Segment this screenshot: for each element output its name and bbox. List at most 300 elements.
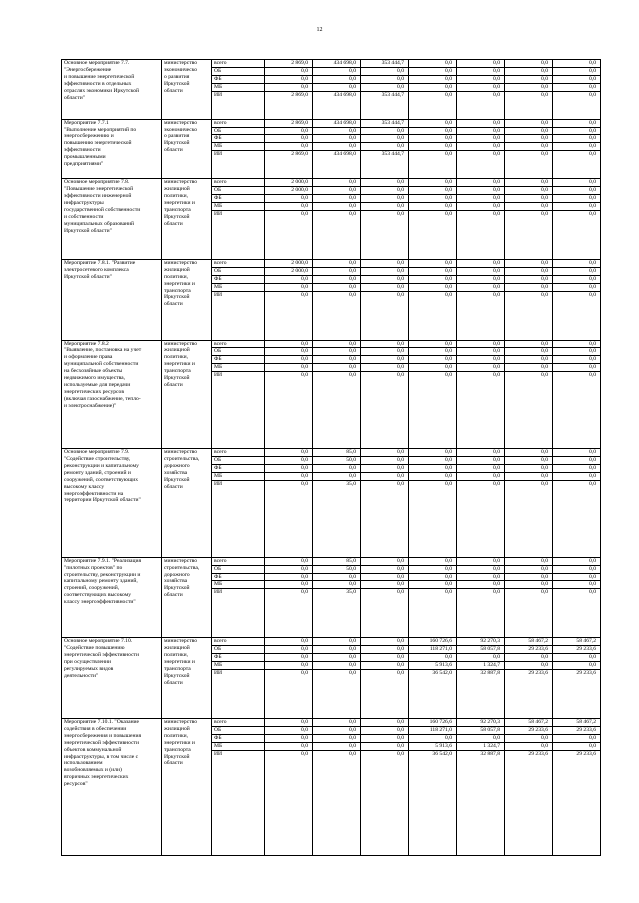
funding-value: 0,0 bbox=[409, 565, 457, 573]
funding-value: 0,0 bbox=[361, 726, 409, 734]
funding-value: 35,0 bbox=[313, 480, 361, 557]
funding-value: 118 271,0 bbox=[409, 726, 457, 734]
funding-value: 0,0 bbox=[505, 372, 553, 449]
funding-value: 0,0 bbox=[457, 275, 505, 283]
funding-value: 0,0 bbox=[265, 143, 313, 151]
funding-value: 0,0 bbox=[409, 119, 457, 127]
funding-value: 434 698,0 bbox=[313, 151, 361, 179]
funding-value: 0,0 bbox=[553, 202, 601, 210]
funding-value: 0,0 bbox=[457, 557, 505, 565]
funding-value: 0,0 bbox=[265, 210, 313, 259]
funding-value: 0,0 bbox=[457, 259, 505, 267]
funding-value: 0,0 bbox=[313, 67, 361, 75]
funding-value: 0,0 bbox=[313, 259, 361, 267]
funding-value: 2 869,0 bbox=[265, 151, 313, 179]
funding-value: 0,0 bbox=[361, 83, 409, 91]
budget-source: всего bbox=[212, 340, 265, 348]
funding-value: 0,0 bbox=[313, 638, 361, 646]
measure-description: Мероприятие 7.10.1. "Оказание содействия в обеспечении энергосбережения и повышения энергетической эффективности объектов коммунальной инфраструктуры, в том числе с использованием возобновляемых и (или) вторичных энергетических ресурсов" bbox=[62, 719, 162, 856]
funding-value: 0,0 bbox=[553, 464, 601, 472]
funding-value: 0,0 bbox=[409, 75, 457, 83]
measure-description: Основное мероприятие 7.7. "Энергосбережение и повышение энергетической эффективности в отдельных отраслях экономики Иркутской области" bbox=[62, 60, 162, 120]
funding-value: 0,0 bbox=[361, 638, 409, 646]
table-row bbox=[62, 179, 601, 187]
funding-value: 0,0 bbox=[553, 187, 601, 195]
budget-source: всего bbox=[212, 719, 265, 727]
funding-value: 0,0 bbox=[409, 573, 457, 581]
funding-value: 0,0 bbox=[457, 195, 505, 203]
funding-value: 0,0 bbox=[505, 457, 553, 465]
funding-value: 0,0 bbox=[313, 283, 361, 291]
funding-value: 0,0 bbox=[409, 67, 457, 75]
funding-value: 0,0 bbox=[265, 275, 313, 283]
funding-value: 0,0 bbox=[409, 348, 457, 356]
table-row bbox=[62, 259, 601, 267]
funding-value: 0,0 bbox=[361, 195, 409, 203]
budget-source: ОБ bbox=[212, 67, 265, 75]
funding-value: 0,0 bbox=[265, 291, 313, 340]
funding-value: 50,0 bbox=[313, 457, 361, 465]
funding-value: 0,0 bbox=[553, 127, 601, 135]
funding-value: 1 324,7 bbox=[457, 742, 505, 750]
funding-value: 0,0 bbox=[361, 662, 409, 670]
funding-value: 0,0 bbox=[457, 210, 505, 259]
funding-value: 0,0 bbox=[409, 589, 457, 638]
funding-value: 0,0 bbox=[313, 127, 361, 135]
funding-value: 5 913,6 bbox=[409, 742, 457, 750]
funding-value: 0,0 bbox=[313, 662, 361, 670]
funding-value: 0,0 bbox=[361, 127, 409, 135]
funding-value: 0,0 bbox=[409, 654, 457, 662]
funding-value: 0,0 bbox=[409, 291, 457, 340]
funding-value: 0,0 bbox=[361, 143, 409, 151]
funding-value: 32 887,8 bbox=[457, 750, 505, 855]
funding-value: 0,0 bbox=[313, 364, 361, 372]
funding-value: 0,0 bbox=[265, 283, 313, 291]
funding-value: 0,0 bbox=[409, 480, 457, 557]
funding-value: 58 057,8 bbox=[457, 646, 505, 654]
funding-value: 0,0 bbox=[553, 75, 601, 83]
funding-value: 0,0 bbox=[505, 275, 553, 283]
budget-source: ОБ bbox=[212, 187, 265, 195]
budget-source: МБ bbox=[212, 83, 265, 91]
funding-value: 0,0 bbox=[265, 457, 313, 465]
measure-description: Основное мероприятие 7.10. "Содействие повышению энергетической эффективности при осуществлении регулируемых видов деятельности" bbox=[62, 638, 162, 719]
funding-value: 0,0 bbox=[313, 472, 361, 480]
funding-value: 85,0 bbox=[313, 557, 361, 565]
funding-value: 0,0 bbox=[505, 179, 553, 187]
budget-source: МБ bbox=[212, 283, 265, 291]
funding-value: 0,0 bbox=[457, 75, 505, 83]
budget-source: МБ bbox=[212, 143, 265, 151]
funding-value: 0,0 bbox=[553, 83, 601, 91]
budget-source: ФБ bbox=[212, 75, 265, 83]
funding-value: 0,0 bbox=[553, 654, 601, 662]
funding-value: 0,0 bbox=[409, 734, 457, 742]
funding-value: 0,0 bbox=[553, 340, 601, 348]
funding-value: 0,0 bbox=[553, 589, 601, 638]
funding-value: 0,0 bbox=[457, 143, 505, 151]
funding-value: 0,0 bbox=[505, 83, 553, 91]
funding-value: 35,0 bbox=[313, 589, 361, 638]
funding-value: 0,0 bbox=[553, 91, 601, 119]
table-row bbox=[62, 557, 601, 565]
funding-value: 0,0 bbox=[505, 340, 553, 348]
funding-value: 353 444,7 bbox=[361, 119, 409, 127]
funding-value: 0,0 bbox=[505, 742, 553, 750]
funding-value: 0,0 bbox=[505, 348, 553, 356]
funding-value: 2 000,0 bbox=[265, 187, 313, 195]
funding-value: 0,0 bbox=[361, 646, 409, 654]
funding-value: 0,0 bbox=[505, 573, 553, 581]
funding-value: 353 444,7 bbox=[361, 91, 409, 119]
budget-source: всего bbox=[212, 119, 265, 127]
responsible-agency: министерство жилищной политики, энергетики и транспорта Иркутской области bbox=[162, 179, 212, 260]
funding-value: 0,0 bbox=[361, 750, 409, 855]
funding-value: 0,0 bbox=[553, 581, 601, 589]
funding-value: 0,0 bbox=[265, 670, 313, 719]
budget-source: ОБ bbox=[212, 127, 265, 135]
funding-value: 0,0 bbox=[361, 449, 409, 457]
funding-value: 0,0 bbox=[505, 589, 553, 638]
funding-value: 0,0 bbox=[361, 589, 409, 638]
funding-value: 0,0 bbox=[361, 356, 409, 364]
funding-value: 0,0 bbox=[457, 267, 505, 275]
budget-source: ИИ bbox=[212, 151, 265, 179]
funding-value: 0,0 bbox=[409, 472, 457, 480]
funding-value: 0,0 bbox=[265, 719, 313, 727]
funding-value: 0,0 bbox=[457, 480, 505, 557]
budget-source: ФБ bbox=[212, 275, 265, 283]
funding-value: 0,0 bbox=[505, 143, 553, 151]
funding-value: 0,0 bbox=[361, 291, 409, 340]
funding-value: 0,0 bbox=[457, 573, 505, 581]
funding-value: 0,0 bbox=[265, 348, 313, 356]
funding-value: 0,0 bbox=[313, 372, 361, 449]
funding-value: 0,0 bbox=[265, 340, 313, 348]
funding-value: 0,0 bbox=[505, 557, 553, 565]
funding-value: 0,0 bbox=[313, 340, 361, 348]
funding-value: 0,0 bbox=[457, 202, 505, 210]
funding-value: 0,0 bbox=[505, 581, 553, 589]
funding-value: 0,0 bbox=[409, 195, 457, 203]
table-row bbox=[62, 719, 601, 727]
funding-value: 0,0 bbox=[457, 127, 505, 135]
funding-value: 0,0 bbox=[361, 67, 409, 75]
table-row bbox=[62, 340, 601, 348]
table-row bbox=[62, 449, 601, 457]
funding-value: 0,0 bbox=[457, 589, 505, 638]
funding-value: 0,0 bbox=[265, 654, 313, 662]
funding-value: 0,0 bbox=[505, 291, 553, 340]
funding-value: 0,0 bbox=[361, 283, 409, 291]
funding-value: 29 233,6 bbox=[505, 726, 553, 734]
funding-value: 0,0 bbox=[361, 565, 409, 573]
funding-value: 0,0 bbox=[361, 581, 409, 589]
funding-value: 0,0 bbox=[553, 259, 601, 267]
funding-value: 0,0 bbox=[505, 202, 553, 210]
funding-value: 0,0 bbox=[313, 726, 361, 734]
budget-source: всего bbox=[212, 60, 265, 68]
funding-value: 0,0 bbox=[265, 638, 313, 646]
funding-value: 0,0 bbox=[361, 480, 409, 557]
funding-value: 0,0 bbox=[265, 67, 313, 75]
budget-source: ОБ bbox=[212, 646, 265, 654]
funding-value: 0,0 bbox=[505, 135, 553, 143]
budget-source: МБ bbox=[212, 581, 265, 589]
funding-value: 0,0 bbox=[361, 187, 409, 195]
funding-value: 0,0 bbox=[457, 348, 505, 356]
funding-value: 0,0 bbox=[457, 565, 505, 573]
funding-value: 5 913,6 bbox=[409, 662, 457, 670]
funding-value: 0,0 bbox=[505, 472, 553, 480]
budget-source: ОБ bbox=[212, 267, 265, 275]
funding-value: 0,0 bbox=[505, 267, 553, 275]
funding-value: 0,0 bbox=[553, 275, 601, 283]
budget-source: всего bbox=[212, 638, 265, 646]
funding-value: 0,0 bbox=[505, 364, 553, 372]
funding-value: 0,0 bbox=[457, 449, 505, 457]
funding-value: 0,0 bbox=[553, 195, 601, 203]
funding-value: 0,0 bbox=[505, 75, 553, 83]
funding-value: 0,0 bbox=[361, 210, 409, 259]
funding-value: 0,0 bbox=[553, 557, 601, 565]
funding-value: 0,0 bbox=[265, 557, 313, 565]
funding-value: 0,0 bbox=[313, 742, 361, 750]
budget-source: ФБ bbox=[212, 195, 265, 203]
funding-value: 2 000,0 bbox=[265, 259, 313, 267]
funding-value: 434 698,0 bbox=[313, 119, 361, 127]
budget-source: ФБ bbox=[212, 135, 265, 143]
funding-value: 58 467,2 bbox=[553, 719, 601, 727]
funding-value: 434 698,0 bbox=[313, 60, 361, 68]
funding-value: 29 233,6 bbox=[505, 646, 553, 654]
budget-source: ФБ bbox=[212, 654, 265, 662]
funding-value: 50,0 bbox=[313, 565, 361, 573]
funding-value: 0,0 bbox=[553, 67, 601, 75]
funding-value: 0,0 bbox=[361, 364, 409, 372]
funding-value: 0,0 bbox=[313, 581, 361, 589]
funding-value: 85,0 bbox=[313, 449, 361, 457]
funding-value: 0,0 bbox=[361, 275, 409, 283]
funding-value: 0,0 bbox=[409, 364, 457, 372]
funding-value: 0,0 bbox=[553, 472, 601, 480]
budget-source: ИИ bbox=[212, 372, 265, 449]
funding-value: 0,0 bbox=[361, 179, 409, 187]
measure-description: Мероприятие 7.8.2 "Выявление, постановка на учет и оформление права муниципальной собственности на бесхозяйные объекты недвижимого имущества, используемые для передачи энергетических ресурсов (включая газоснабжение, тепло- и электроснабжение)" bbox=[62, 340, 162, 449]
funding-value: 0,0 bbox=[409, 449, 457, 457]
funding-value: 0,0 bbox=[313, 275, 361, 283]
funding-value: 0,0 bbox=[265, 135, 313, 143]
funding-value: 0,0 bbox=[457, 60, 505, 68]
funding-value: 0,0 bbox=[313, 195, 361, 203]
responsible-agency: министерство строительства, дорожного хозяйства Иркутской области bbox=[162, 557, 212, 638]
funding-value: 0,0 bbox=[313, 135, 361, 143]
funding-value: 0,0 bbox=[409, 91, 457, 119]
funding-value: 29 233,6 bbox=[553, 646, 601, 654]
funding-value: 58 057,8 bbox=[457, 726, 505, 734]
funding-value: 0,0 bbox=[553, 662, 601, 670]
funding-value: 160 726,6 bbox=[409, 719, 457, 727]
funding-value: 0,0 bbox=[457, 472, 505, 480]
funding-value: 1 324,7 bbox=[457, 662, 505, 670]
budget-source: ИИ bbox=[212, 91, 265, 119]
funding-value: 0,0 bbox=[265, 742, 313, 750]
funding-value: 0,0 bbox=[409, 135, 457, 143]
funding-value: 0,0 bbox=[457, 291, 505, 340]
funding-value: 0,0 bbox=[265, 75, 313, 83]
funding-value: 32 887,8 bbox=[457, 670, 505, 719]
budget-source: ОБ bbox=[212, 457, 265, 465]
funding-value: 0,0 bbox=[505, 283, 553, 291]
responsible-agency: министерство жилищной политики, энергетики и транспорта Иркутской области bbox=[162, 638, 212, 719]
funding-value: 0,0 bbox=[265, 202, 313, 210]
budget-source: ИИ bbox=[212, 480, 265, 557]
funding-value: 29 233,6 bbox=[505, 750, 553, 855]
funding-value: 0,0 bbox=[361, 557, 409, 565]
funding-value: 0,0 bbox=[553, 573, 601, 581]
funding-value: 0,0 bbox=[409, 179, 457, 187]
funding-value: 2 000,0 bbox=[265, 179, 313, 187]
funding-value: 0,0 bbox=[313, 750, 361, 855]
funding-value: 0,0 bbox=[313, 734, 361, 742]
funding-value: 0,0 bbox=[313, 670, 361, 719]
funding-value: 0,0 bbox=[265, 372, 313, 449]
responsible-agency: министерство строительства, дорожного хозяйства Иркутской области bbox=[162, 449, 212, 558]
funding-value: 0,0 bbox=[409, 259, 457, 267]
funding-value: 36 542,0 bbox=[409, 750, 457, 855]
funding-value: 92 270,3 bbox=[457, 719, 505, 727]
budget-source: ИИ bbox=[212, 210, 265, 259]
funding-value: 0,0 bbox=[409, 275, 457, 283]
budget-source: ФБ bbox=[212, 734, 265, 742]
funding-value: 0,0 bbox=[361, 573, 409, 581]
funding-value: 0,0 bbox=[457, 356, 505, 364]
funding-value: 0,0 bbox=[505, 151, 553, 179]
funding-value: 0,0 bbox=[505, 91, 553, 119]
funding-value: 0,0 bbox=[553, 283, 601, 291]
measure-description: Мероприятие 7.7.1 "Выполнение мероприятий по энергосбережению и повышению энергетической эффективности промышленными предприятиями" bbox=[62, 119, 162, 179]
funding-value: 0,0 bbox=[361, 719, 409, 727]
funding-value: 0,0 bbox=[505, 195, 553, 203]
funding-value: 0,0 bbox=[265, 726, 313, 734]
funding-value: 0,0 bbox=[265, 195, 313, 203]
funding-value: 92 270,3 bbox=[457, 638, 505, 646]
funding-value: 0,0 bbox=[265, 464, 313, 472]
funding-value: 0,0 bbox=[361, 75, 409, 83]
funding-value: 0,0 bbox=[313, 179, 361, 187]
funding-value: 0,0 bbox=[313, 143, 361, 151]
funding-value: 0,0 bbox=[505, 662, 553, 670]
funding-value: 0,0 bbox=[361, 742, 409, 750]
responsible-agency: министерство экономическо о развития Иркутской области bbox=[162, 119, 212, 179]
funding-value: 0,0 bbox=[361, 202, 409, 210]
funding-value: 0,0 bbox=[313, 573, 361, 581]
funding-value: 0,0 bbox=[265, 565, 313, 573]
funding-value: 0,0 bbox=[457, 464, 505, 472]
budget-source: МБ bbox=[212, 472, 265, 480]
funding-value: 0,0 bbox=[313, 75, 361, 83]
funding-value: 0,0 bbox=[553, 364, 601, 372]
funding-value: 0,0 bbox=[505, 734, 553, 742]
funding-value: 0,0 bbox=[265, 83, 313, 91]
funding-value: 0,0 bbox=[313, 187, 361, 195]
funding-value: 0,0 bbox=[313, 267, 361, 275]
funding-value: 2 869,0 bbox=[265, 60, 313, 68]
funding-value: 0,0 bbox=[313, 356, 361, 364]
budget-source: ФБ bbox=[212, 356, 265, 364]
funding-value: 0,0 bbox=[409, 267, 457, 275]
funding-value: 353 444,7 bbox=[361, 60, 409, 68]
funding-value: 0,0 bbox=[409, 557, 457, 565]
measure-description: Мероприятие 7.9.1. "Реализация "пилотных проектов" по строительству, реконструкции и капитальному ремонту зданий, строений, сооружений, соответствующих высокому классу энергоэффективности" bbox=[62, 557, 162, 638]
responsible-agency: министерство экономическо о развития Иркутской области bbox=[162, 60, 212, 120]
funding-value: 0,0 bbox=[265, 127, 313, 135]
responsible-agency: министерство жилищной политики, энергетики и транспорта Иркутской области bbox=[162, 259, 212, 340]
funding-value: 0,0 bbox=[553, 480, 601, 557]
budget-source: МБ bbox=[212, 662, 265, 670]
funding-value: 0,0 bbox=[409, 83, 457, 91]
funding-value: 0,0 bbox=[361, 135, 409, 143]
funding-value: 353 444,7 bbox=[361, 151, 409, 179]
funding-value: 0,0 bbox=[505, 67, 553, 75]
funding-value: 0,0 bbox=[313, 719, 361, 727]
table-row bbox=[62, 60, 601, 68]
funding-value: 0,0 bbox=[409, 581, 457, 589]
responsible-agency: министерство жилищной политики, энергетики и транспорта Иркутской области bbox=[162, 340, 212, 449]
funding-value: 0,0 bbox=[265, 734, 313, 742]
funding-value: 0,0 bbox=[553, 60, 601, 68]
funding-value: 2 000,0 bbox=[265, 267, 313, 275]
budget-source: МБ bbox=[212, 742, 265, 750]
funding-value: 0,0 bbox=[313, 83, 361, 91]
funding-value: 29 233,6 bbox=[553, 670, 601, 719]
funding-value: 160 726,6 bbox=[409, 638, 457, 646]
funding-value: 0,0 bbox=[505, 565, 553, 573]
funding-value: 0,0 bbox=[553, 372, 601, 449]
funding-value: 0,0 bbox=[265, 646, 313, 654]
funding-value: 0,0 bbox=[553, 179, 601, 187]
funding-value: 0,0 bbox=[409, 151, 457, 179]
funding-value: 0,0 bbox=[409, 464, 457, 472]
funding-value: 2 869,0 bbox=[265, 119, 313, 127]
budget-source: ФБ bbox=[212, 464, 265, 472]
funding-value: 0,0 bbox=[313, 646, 361, 654]
funding-value: 0,0 bbox=[361, 670, 409, 719]
funding-value: 0,0 bbox=[505, 187, 553, 195]
funding-value: 0,0 bbox=[505, 119, 553, 127]
funding-value: 0,0 bbox=[553, 210, 601, 259]
funding-value: 29 233,6 bbox=[553, 726, 601, 734]
budget-source: ОБ bbox=[212, 565, 265, 573]
funding-value: 0,0 bbox=[457, 187, 505, 195]
funding-value: 0,0 bbox=[265, 581, 313, 589]
funding-value: 0,0 bbox=[265, 356, 313, 364]
funding-value: 0,0 bbox=[457, 135, 505, 143]
funding-value: 0,0 bbox=[457, 654, 505, 662]
page-number: 12 bbox=[316, 27, 323, 33]
budget-source: ОБ bbox=[212, 726, 265, 734]
funding-value: 0,0 bbox=[505, 449, 553, 457]
funding-value: 0,0 bbox=[409, 457, 457, 465]
funding-value: 29 233,6 bbox=[553, 750, 601, 855]
funding-value: 0,0 bbox=[265, 750, 313, 855]
funding-value: 0,0 bbox=[361, 259, 409, 267]
table-row bbox=[62, 638, 601, 646]
measure-description: Основное мероприятие 7.9. "Содействие строительству, реконструкции и капитальному ремонту зданий, строений и сооружений, соответствующих высокому классу энергоэффективности на территории Иркутской области" bbox=[62, 449, 162, 558]
funding-value: 0,0 bbox=[553, 135, 601, 143]
funding-value: 0,0 bbox=[457, 372, 505, 449]
